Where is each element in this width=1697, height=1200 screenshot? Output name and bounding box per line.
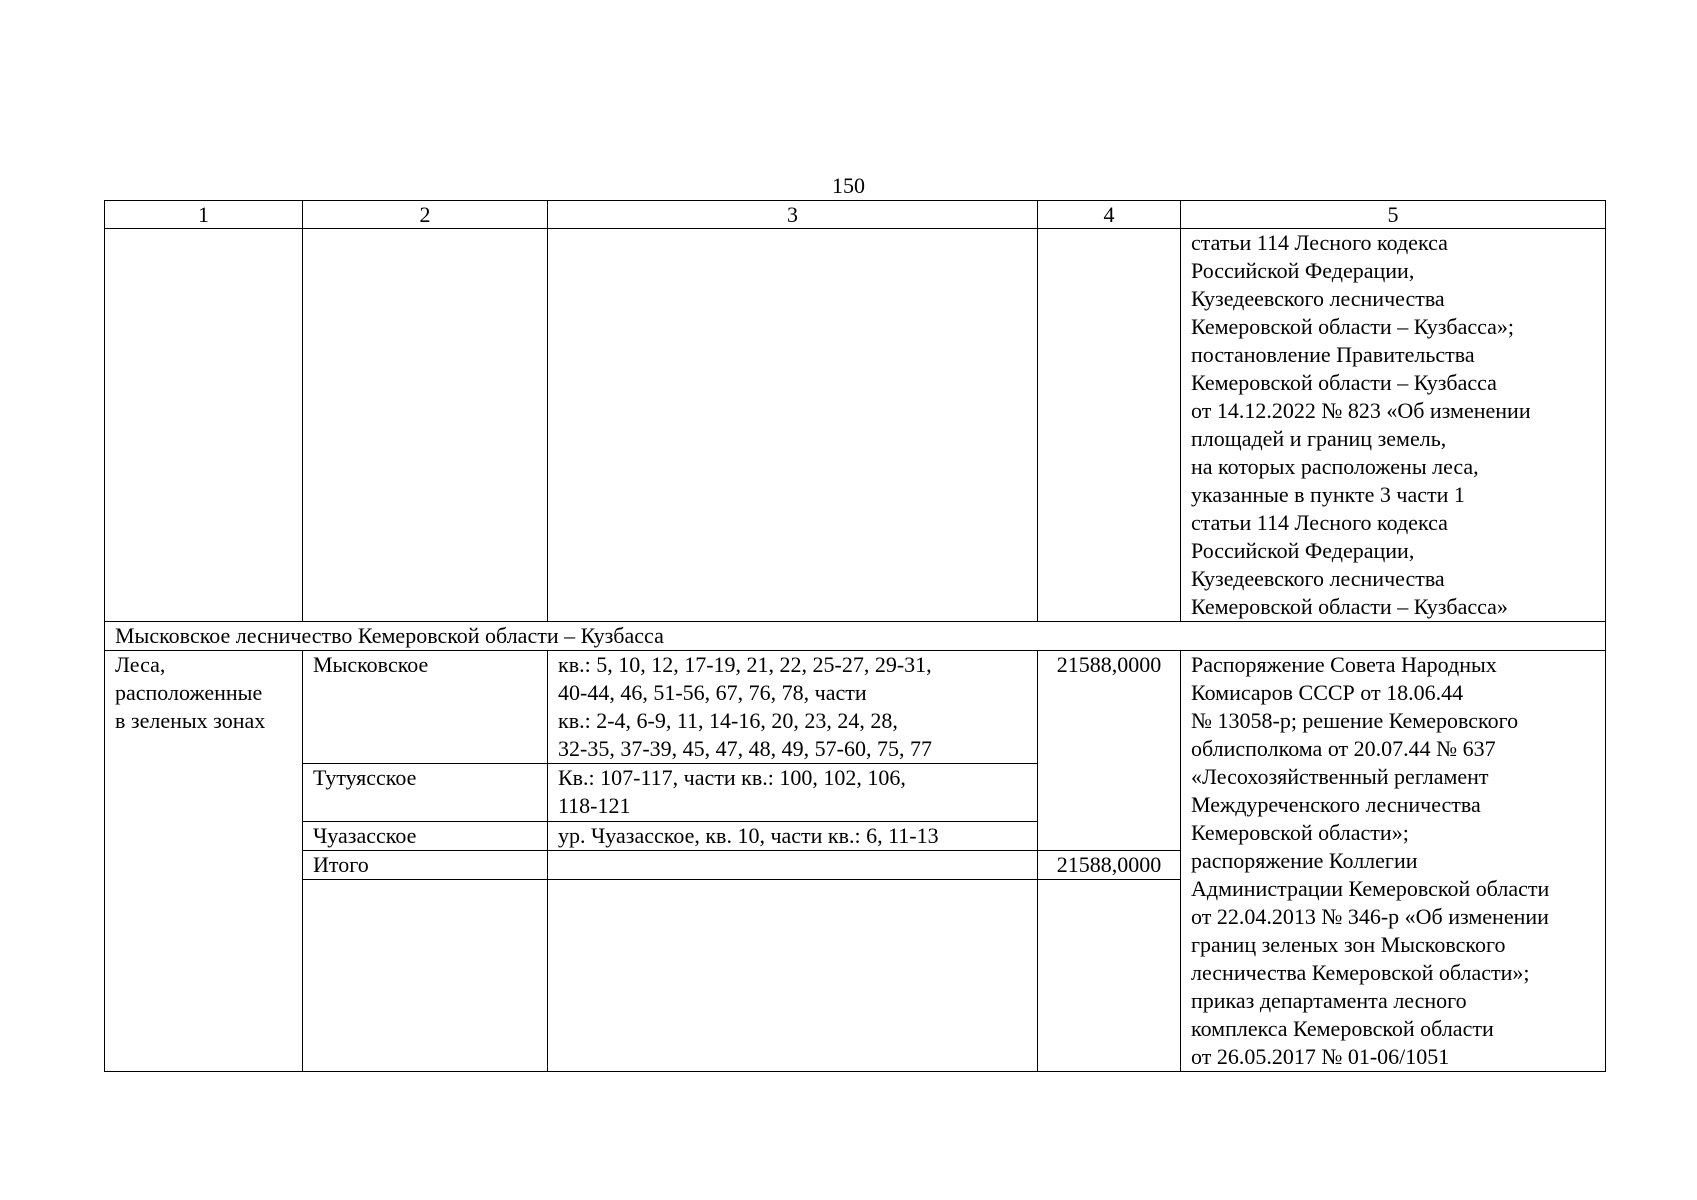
column-number-2: 2: [303, 201, 548, 229]
empty-cell: [548, 880, 1038, 1072]
continuation-legal-basis: статьи 114 Лесного кодекса Российской Федерации, Кузедеевского лесничества Кемеровской области – Кузбасса»; постановление Правительства Кемеровской области – Кузбасса от 14.12.2022 № 823 «Об изменении площадей и границ земель, на которых расположены леса, указанные в пункте 3 части 1 статьи 114 Лесного кодекса Российской Федерации, Кузедеевского лесничества Кемеровской области – Кузбасса»: [1181, 229, 1606, 622]
total-quarters: [548, 850, 1038, 879]
section-title-row: [105, 622, 1606, 651]
total-area: 21588,0000: [1038, 850, 1181, 879]
continuation-col4: [1038, 229, 1181, 622]
page-number: 150: [832, 173, 865, 198]
area-value: 21588,0000: [1038, 651, 1181, 851]
table-row: [105, 651, 1606, 764]
empty-cell: [303, 880, 548, 1072]
column-number-3: 3: [548, 201, 1038, 229]
continuation-col2: [303, 229, 548, 622]
forestry-name: Тутуясское: [303, 764, 548, 821]
empty-cell: [1038, 880, 1181, 1072]
column-number-row: [105, 201, 1606, 229]
continuation-col1: [105, 229, 303, 622]
forest-category: Леса, расположенные в зеленых зонах: [105, 651, 303, 1072]
column-number-5: 5: [1181, 201, 1606, 229]
total-label: Итого: [303, 850, 548, 879]
column-number-4: 4: [1038, 201, 1181, 229]
section-title: Мысковское лесничество Кемеровской области – Кузбасса: [105, 622, 1606, 651]
legal-basis: Распоряжение Совета Народных Комисаров СССР от 18.06.44 № 13058-р; решение Кемеровского облисполкома от 20.07.44 № 637 «Лесохозяйственный регламент Междуреченского лесничества Кемеровской области»; распоряжение Коллегии Администрации Кемеровской области от 22.04.2013 № 346-р «Об изменении границ зеленых зон Мысковского лесничества Кемеровской области»; приказ департамента лесного комплекса Кемеровской области от 26.05.2017 № 01-06/1051: [1181, 651, 1606, 1072]
quarters-list: ур. Чуазасское, кв. 10, части кв.: 6, 11-13: [548, 821, 1038, 850]
quarters-list: кв.: 5, 10, 12, 17-19, 21, 22, 25-27, 29-31, 40-44, 46, 51-56, 67, 76, 78, части кв.: 2-4, 6-9, 11, 14-16, 20, 23, 24, 28, 32-35, 37-39, 45, 47, 48, 49, 57-60, 75, 77: [548, 651, 1038, 764]
forestry-name: Чуазасское: [303, 821, 548, 850]
continuation-row: [105, 229, 1606, 622]
column-number-1: 1: [105, 201, 303, 229]
forest-areas-table: [104, 200, 1606, 1072]
quarters-list: Кв.: 107-117, части кв.: 100, 102, 106, 118-121: [548, 764, 1038, 821]
forestry-name: Мысковское: [303, 651, 548, 764]
continuation-col3: [548, 229, 1038, 622]
